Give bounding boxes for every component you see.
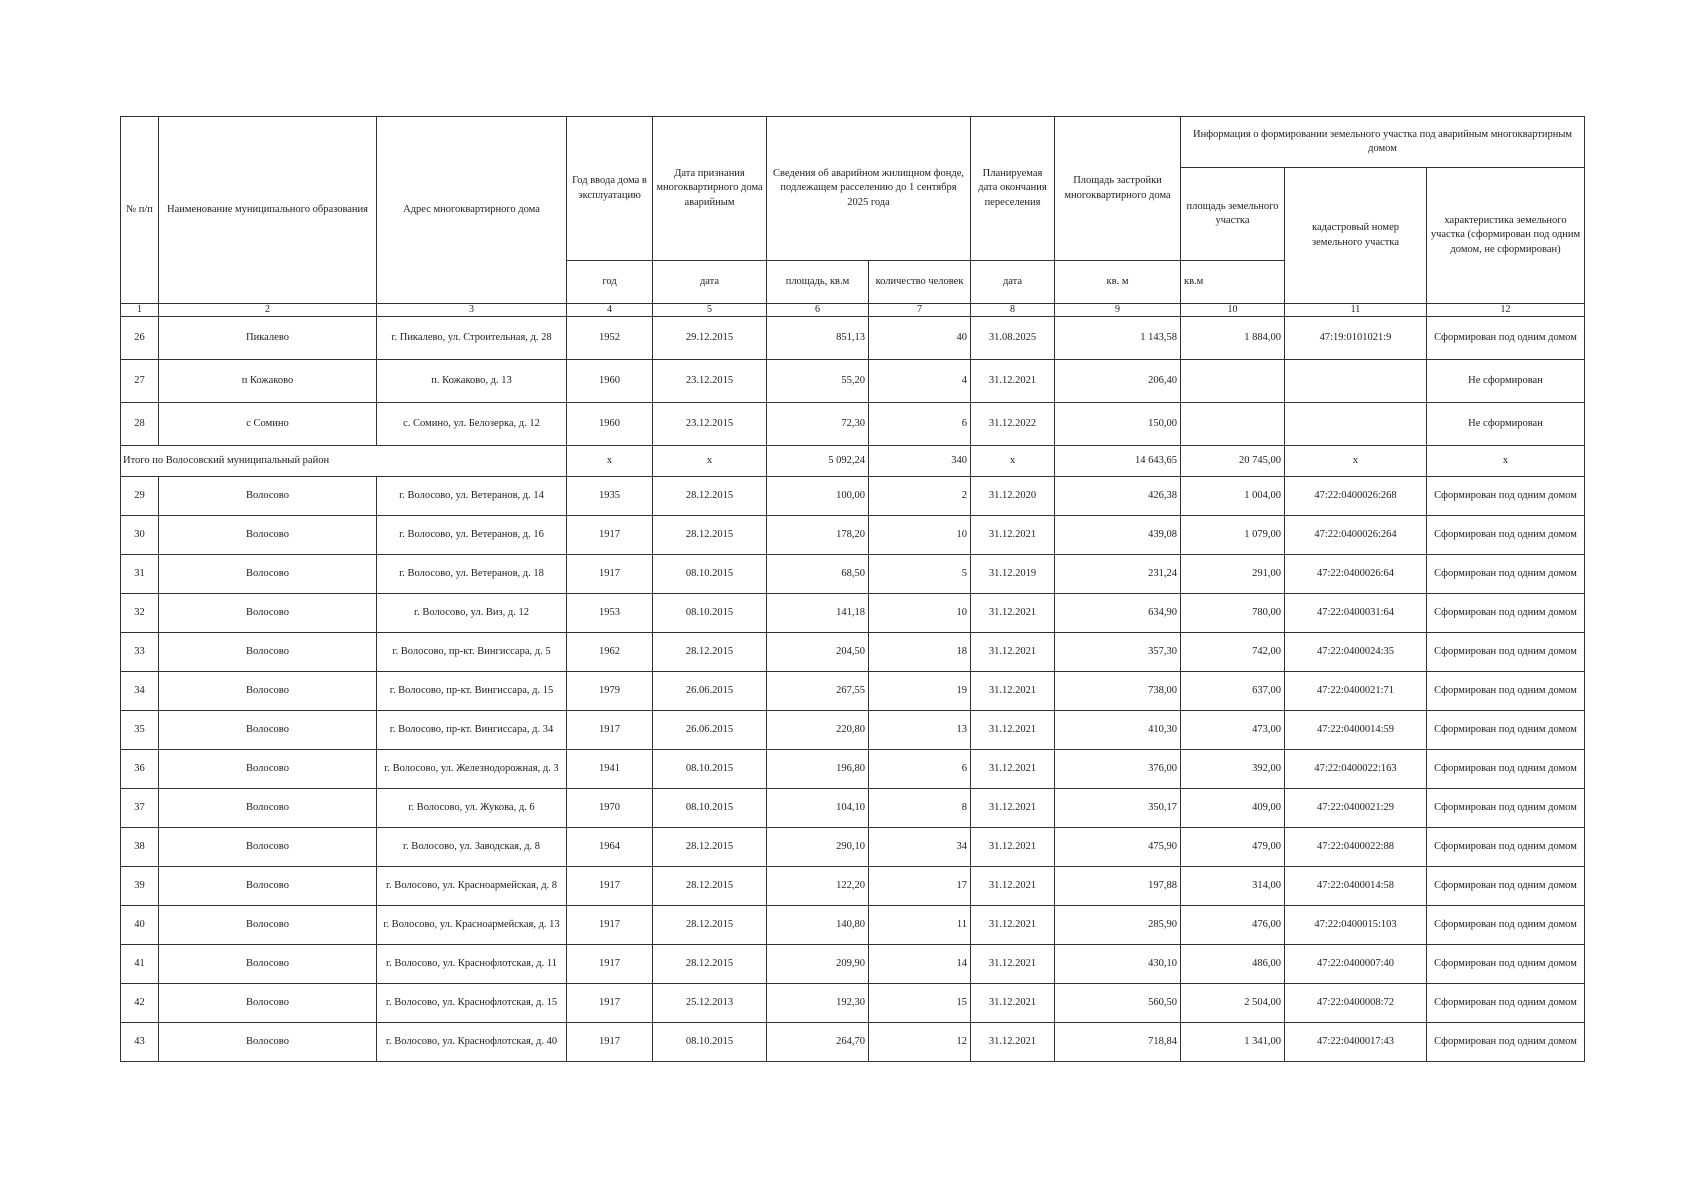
cell-land-area: 637,00 — [1181, 672, 1285, 711]
table-row — [121, 516, 1585, 555]
cell-num: 27 — [121, 360, 159, 403]
cell-land-char: Сформирован под одним домом — [1427, 789, 1585, 828]
cell-land-area: 742,00 — [1181, 633, 1285, 672]
table-row — [121, 477, 1585, 516]
column-number: 3 — [377, 304, 567, 317]
cell-land-char: Сформирован под одним домом — [1427, 984, 1585, 1023]
cell-area: 72,30 — [767, 403, 869, 446]
header-land-area: площадь земельного участка — [1181, 168, 1285, 261]
cell-build-area: 197,88 — [1055, 867, 1181, 906]
table-row — [121, 594, 1585, 633]
cell-cadastral: 47:19:0101021:9 — [1285, 317, 1427, 360]
cell-num: 33 — [121, 633, 159, 672]
cell-land-area: 409,00 — [1181, 789, 1285, 828]
total-year: х — [567, 446, 653, 477]
cell-cadastral — [1285, 403, 1427, 446]
cell-address: г. Волосово, ул. Красноармейская, д. 13 — [377, 906, 567, 945]
cell-municipality: Волосово — [159, 672, 377, 711]
cell-land-area: 473,00 — [1181, 711, 1285, 750]
table-row — [121, 403, 1585, 446]
cell-num: 39 — [121, 867, 159, 906]
cell-plan-date: 31.12.2021 — [971, 945, 1055, 984]
column-number: 4 — [567, 304, 653, 317]
cell-build-area: 475,90 — [1055, 828, 1181, 867]
cell-plan-date: 31.12.2021 — [971, 360, 1055, 403]
unit-build-area: кв. м — [1055, 261, 1181, 304]
table-row — [121, 906, 1585, 945]
cell-date: 26.06.2015 — [653, 711, 767, 750]
cell-plan-date: 31.12.2022 — [971, 403, 1055, 446]
table-row — [121, 750, 1585, 789]
cell-land-area — [1181, 360, 1285, 403]
cell-area: 290,10 — [767, 828, 869, 867]
cell-address: г. Волосово, ул. Железнодорожная, д. 3 — [377, 750, 567, 789]
unit-date: дата — [653, 261, 767, 304]
cell-address: г. Волосово, пр-кт. Вингиссара, д. 5 — [377, 633, 567, 672]
emergency-housing-table — [120, 116, 1585, 1062]
cell-cadastral: 47:22:0400015:103 — [1285, 906, 1427, 945]
total-land-area: 20 745,00 — [1181, 446, 1285, 477]
cell-land-area: 1 079,00 — [1181, 516, 1285, 555]
cell-municipality: Волосово — [159, 945, 377, 984]
total-people: 340 — [869, 446, 971, 477]
cell-num: 43 — [121, 1023, 159, 1062]
cell-area: 204,50 — [767, 633, 869, 672]
cell-land-char: Сформирован под одним домом — [1427, 945, 1585, 984]
cell-build-area: 231,24 — [1055, 555, 1181, 594]
cell-build-area: 206,40 — [1055, 360, 1181, 403]
cell-people: 14 — [869, 945, 971, 984]
cell-municipality: Волосово — [159, 984, 377, 1023]
cell-land-char: Сформирован под одним домом — [1427, 477, 1585, 516]
unit-plan-date: дата — [971, 261, 1055, 304]
header-num: № п/п — [121, 117, 159, 304]
cell-date: 25.12.2013 — [653, 984, 767, 1023]
cell-address: г. Волосово, ул. Жукова, д. 6 — [377, 789, 567, 828]
table-row — [121, 360, 1585, 403]
cell-address: г. Волосово, пр-кт. Вингиссара, д. 34 — [377, 711, 567, 750]
cell-address: г. Волосово, ул. Ветеранов, д. 18 — [377, 555, 567, 594]
cell-address: г. Волосово, ул. Ветеранов, д. 16 — [377, 516, 567, 555]
header-address: Адрес многоквартирного дома — [377, 117, 567, 304]
table-body-volosovo — [121, 477, 1585, 1062]
cell-year: 1941 — [567, 750, 653, 789]
cell-year: 1917 — [567, 945, 653, 984]
cell-land-area: 486,00 — [1181, 945, 1285, 984]
cell-address: г. Волосово, ул. Краснофлотская, д. 15 — [377, 984, 567, 1023]
cell-cadastral: 47:22:0400031:64 — [1285, 594, 1427, 633]
column-number: 2 — [159, 304, 377, 317]
table-row — [121, 867, 1585, 906]
cell-date: 08.10.2015 — [653, 1023, 767, 1062]
cell-area: 141,18 — [767, 594, 869, 633]
cell-year: 1979 — [567, 672, 653, 711]
document-sheet — [120, 116, 1584, 1062]
column-number: 12 — [1427, 304, 1585, 317]
cell-municipality: Волосово — [159, 906, 377, 945]
cell-municipality: Волосово — [159, 594, 377, 633]
cell-plan-date: 31.12.2021 — [971, 867, 1055, 906]
column-number: 1 — [121, 304, 159, 317]
cell-people: 17 — [869, 867, 971, 906]
cell-plan-date: 31.12.2020 — [971, 477, 1055, 516]
table-header — [121, 117, 1585, 317]
cell-land-area: 479,00 — [1181, 828, 1285, 867]
cell-land-area: 476,00 — [1181, 906, 1285, 945]
cell-num: 41 — [121, 945, 159, 984]
table-row — [121, 672, 1585, 711]
header-building-area: Площадь застройки многоквартирного дома — [1055, 117, 1181, 261]
cell-year: 1962 — [567, 633, 653, 672]
cell-area: 196,80 — [767, 750, 869, 789]
cell-num: 42 — [121, 984, 159, 1023]
cell-cadastral: 47:22:0400017:43 — [1285, 1023, 1427, 1062]
cell-date: 26.06.2015 — [653, 672, 767, 711]
cell-land-char: Сформирован под одним домом — [1427, 828, 1585, 867]
cell-date: 28.12.2015 — [653, 633, 767, 672]
cell-municipality: Волосово — [159, 1023, 377, 1062]
cell-plan-date: 31.12.2021 — [971, 828, 1055, 867]
cell-land-char: Сформирован под одним домом — [1427, 633, 1585, 672]
cell-municipality: Волосово — [159, 828, 377, 867]
cell-land-char: Сформирован под одним домом — [1427, 555, 1585, 594]
cell-date: 28.12.2015 — [653, 828, 767, 867]
cell-year: 1964 — [567, 828, 653, 867]
cell-plan-date: 31.12.2021 — [971, 633, 1055, 672]
cell-num: 35 — [121, 711, 159, 750]
cell-build-area: 738,00 — [1055, 672, 1181, 711]
cell-year: 1952 — [567, 317, 653, 360]
cell-year: 1970 — [567, 789, 653, 828]
table-row — [121, 317, 1585, 360]
cell-date: 28.12.2015 — [653, 477, 767, 516]
cell-date: 28.12.2015 — [653, 516, 767, 555]
cell-plan-date: 31.12.2021 — [971, 750, 1055, 789]
unit-area: площадь, кв.м — [767, 261, 869, 304]
table-row — [121, 945, 1585, 984]
cell-address: г. Пикалево, ул. Строительная, д. 28 — [377, 317, 567, 360]
cell-year: 1917 — [567, 867, 653, 906]
cell-people: 10 — [869, 516, 971, 555]
table-row — [121, 984, 1585, 1023]
cell-num: 31 — [121, 555, 159, 594]
cell-date: 08.10.2015 — [653, 750, 767, 789]
header-planned-date: Планируемая дата окончания переселения — [971, 117, 1055, 261]
cell-land-area: 2 504,00 — [1181, 984, 1285, 1023]
cell-plan-date: 31.12.2021 — [971, 906, 1055, 945]
cell-people: 8 — [869, 789, 971, 828]
cell-plan-date: 31.12.2021 — [971, 594, 1055, 633]
cell-cadastral: 47:22:0400026:264 — [1285, 516, 1427, 555]
cell-build-area: 350,17 — [1055, 789, 1181, 828]
column-number: 6 — [767, 304, 869, 317]
cell-cadastral — [1285, 360, 1427, 403]
cell-year: 1960 — [567, 403, 653, 446]
cell-year: 1917 — [567, 555, 653, 594]
cell-build-area: 410,30 — [1055, 711, 1181, 750]
total-cadastral: х — [1285, 446, 1427, 477]
cell-build-area: 376,00 — [1055, 750, 1181, 789]
cell-cadastral: 47:22:0400008:72 — [1285, 984, 1427, 1023]
cell-address: г. Волосово, ул. Красноармейская, д. 8 — [377, 867, 567, 906]
cell-land-char: Сформирован под одним домом — [1427, 672, 1585, 711]
table-row — [121, 789, 1585, 828]
cell-cadastral: 47:22:0400026:268 — [1285, 477, 1427, 516]
column-numbers-row — [121, 304, 1585, 317]
cell-people: 11 — [869, 906, 971, 945]
header-cadastral: кадастровый номер земельного участка — [1285, 168, 1427, 304]
header-date-recognition: Дата признания многоквартирного дома аварийным — [653, 117, 767, 261]
cell-municipality: п Кожаково — [159, 360, 377, 403]
cell-cadastral: 47:22:0400022:88 — [1285, 828, 1427, 867]
cell-land-char: Сформирован под одним домом — [1427, 867, 1585, 906]
total-label: Итого по Волосовский муниципальный район — [121, 446, 567, 477]
unit-people: количество человек — [869, 261, 971, 304]
cell-area: 104,10 — [767, 789, 869, 828]
cell-land-area: 291,00 — [1181, 555, 1285, 594]
cell-date: 29.12.2015 — [653, 317, 767, 360]
cell-cadastral: 47:22:0400021:71 — [1285, 672, 1427, 711]
cell-year: 1917 — [567, 906, 653, 945]
total-area: 5 092,24 — [767, 446, 869, 477]
table-row — [121, 633, 1585, 672]
cell-num: 38 — [121, 828, 159, 867]
unit-year: год — [567, 261, 653, 304]
cell-build-area: 430,10 — [1055, 945, 1181, 984]
cell-address: г. Волосово, ул. Виз, д. 12 — [377, 594, 567, 633]
cell-date: 08.10.2015 — [653, 594, 767, 633]
cell-build-area: 439,08 — [1055, 516, 1181, 555]
cell-year: 1935 — [567, 477, 653, 516]
cell-address: г. Волосово, пр-кт. Вингиссара, д. 15 — [377, 672, 567, 711]
cell-people: 2 — [869, 477, 971, 516]
cell-build-area: 1 143,58 — [1055, 317, 1181, 360]
cell-municipality: Волосово — [159, 750, 377, 789]
total-plan-date: х — [971, 446, 1055, 477]
cell-area: 220,80 — [767, 711, 869, 750]
cell-people: 5 — [869, 555, 971, 594]
table-body — [121, 317, 1585, 477]
cell-date: 23.12.2015 — [653, 360, 767, 403]
cell-plan-date: 31.12.2021 — [971, 789, 1055, 828]
cell-area: 267,55 — [767, 672, 869, 711]
header-emergency-info: Сведения об аварийном жилищном фонде, подлежащем расселению до 1 сентября 2025 года — [767, 117, 971, 261]
cell-plan-date: 31.08.2025 — [971, 317, 1055, 360]
cell-num: 32 — [121, 594, 159, 633]
column-number: 5 — [653, 304, 767, 317]
cell-municipality: Пикалево — [159, 317, 377, 360]
header-land-char: характеристика земельного участка (сформирован под одним домом, не сформирован) — [1427, 168, 1585, 304]
cell-land-area: 780,00 — [1181, 594, 1285, 633]
total-build-area: 14 643,65 — [1055, 446, 1181, 477]
cell-num: 30 — [121, 516, 159, 555]
column-number: 7 — [869, 304, 971, 317]
header-municipality: Наименование муниципального образования — [159, 117, 377, 304]
cell-num: 37 — [121, 789, 159, 828]
cell-municipality: Волосово — [159, 633, 377, 672]
cell-address: г. Волосово, ул. Краснофлотская, д. 40 — [377, 1023, 567, 1062]
cell-municipality: Волосово — [159, 711, 377, 750]
cell-plan-date: 31.12.2019 — [971, 555, 1055, 594]
cell-num: 28 — [121, 403, 159, 446]
cell-area: 55,20 — [767, 360, 869, 403]
cell-cadastral: 47:22:0400021:29 — [1285, 789, 1427, 828]
cell-year: 1917 — [567, 984, 653, 1023]
cell-cadastral: 47:22:0400024:35 — [1285, 633, 1427, 672]
cell-year: 1917 — [567, 711, 653, 750]
cell-cadastral: 47:22:0400014:59 — [1285, 711, 1427, 750]
cell-address: г. Волосово, ул. Заводская, д. 8 — [377, 828, 567, 867]
cell-num: 29 — [121, 477, 159, 516]
cell-area: 68,50 — [767, 555, 869, 594]
cell-plan-date: 31.12.2021 — [971, 516, 1055, 555]
cell-build-area: 426,38 — [1055, 477, 1181, 516]
total-date: х — [653, 446, 767, 477]
cell-year: 1917 — [567, 1023, 653, 1062]
cell-land-area: 1 884,00 — [1181, 317, 1285, 360]
cell-land-char: Сформирован под одним домом — [1427, 516, 1585, 555]
cell-date: 28.12.2015 — [653, 906, 767, 945]
cell-year: 1953 — [567, 594, 653, 633]
cell-area: 209,90 — [767, 945, 869, 984]
unit-land-area: кв.м — [1181, 261, 1285, 304]
cell-date: 23.12.2015 — [653, 403, 767, 446]
cell-people: 34 — [869, 828, 971, 867]
header-land-info: Информация о формировании земельного участка под аварийным многоквартирным домом — [1181, 117, 1585, 168]
column-number: 10 — [1181, 304, 1285, 317]
cell-people: 13 — [869, 711, 971, 750]
total-row — [121, 446, 1585, 477]
cell-cadastral: 47:22:0400026:64 — [1285, 555, 1427, 594]
cell-address: г. Волосово, ул. Ветеранов, д. 14 — [377, 477, 567, 516]
cell-cadastral: 47:22:0400022:163 — [1285, 750, 1427, 789]
cell-people: 6 — [869, 403, 971, 446]
cell-people: 18 — [869, 633, 971, 672]
header-year: Год ввода дома в эксплуатацию — [567, 117, 653, 261]
cell-land-char: Сформирован под одним домом — [1427, 317, 1585, 360]
cell-municipality: Волосово — [159, 516, 377, 555]
cell-build-area: 560,50 — [1055, 984, 1181, 1023]
cell-land-area: 314,00 — [1181, 867, 1285, 906]
cell-land-area: 1 341,00 — [1181, 1023, 1285, 1062]
cell-build-area: 357,30 — [1055, 633, 1181, 672]
cell-num: 34 — [121, 672, 159, 711]
cell-plan-date: 31.12.2021 — [971, 711, 1055, 750]
cell-plan-date: 31.12.2021 — [971, 1023, 1055, 1062]
cell-land-char: Сформирован под одним домом — [1427, 1023, 1585, 1062]
cell-build-area: 634,90 — [1055, 594, 1181, 633]
cell-date: 28.12.2015 — [653, 867, 767, 906]
table-row — [121, 555, 1585, 594]
cell-land-char: Сформирован под одним домом — [1427, 906, 1585, 945]
cell-municipality: Волосово — [159, 867, 377, 906]
cell-land-char: Сформирован под одним домом — [1427, 594, 1585, 633]
cell-land-char: Не сформирован — [1427, 360, 1585, 403]
cell-area: 122,20 — [767, 867, 869, 906]
cell-municipality: Волосово — [159, 555, 377, 594]
cell-area: 140,80 — [767, 906, 869, 945]
cell-municipality: Волосово — [159, 477, 377, 516]
cell-date: 08.10.2015 — [653, 789, 767, 828]
column-number: 8 — [971, 304, 1055, 317]
cell-cadastral: 47:22:0400007:40 — [1285, 945, 1427, 984]
cell-area: 178,20 — [767, 516, 869, 555]
cell-area: 100,00 — [767, 477, 869, 516]
cell-people: 15 — [869, 984, 971, 1023]
cell-people: 12 — [869, 1023, 971, 1062]
cell-land-area: 1 004,00 — [1181, 477, 1285, 516]
cell-date: 28.12.2015 — [653, 945, 767, 984]
cell-land-char: Не сформирован — [1427, 403, 1585, 446]
cell-people: 4 — [869, 360, 971, 403]
cell-municipality: Волосово — [159, 789, 377, 828]
table-row — [121, 711, 1585, 750]
cell-num: 26 — [121, 317, 159, 360]
cell-address: п. Кожаково, д. 13 — [377, 360, 567, 403]
table-row — [121, 828, 1585, 867]
cell-num: 36 — [121, 750, 159, 789]
cell-area: 851,13 — [767, 317, 869, 360]
cell-cadastral: 47:22:0400014:58 — [1285, 867, 1427, 906]
cell-build-area: 285,90 — [1055, 906, 1181, 945]
cell-plan-date: 31.12.2021 — [971, 672, 1055, 711]
column-number: 11 — [1285, 304, 1427, 317]
cell-people: 6 — [869, 750, 971, 789]
total-land-char: х — [1427, 446, 1585, 477]
cell-plan-date: 31.12.2021 — [971, 984, 1055, 1023]
table-row — [121, 1023, 1585, 1062]
cell-address: с. Сомино, ул. Белозерка, д. 12 — [377, 403, 567, 446]
cell-area: 192,30 — [767, 984, 869, 1023]
cell-date: 08.10.2015 — [653, 555, 767, 594]
cell-area: 264,70 — [767, 1023, 869, 1062]
cell-land-area: 392,00 — [1181, 750, 1285, 789]
cell-land-char: Сформирован под одним домом — [1427, 711, 1585, 750]
cell-build-area: 150,00 — [1055, 403, 1181, 446]
cell-people: 10 — [869, 594, 971, 633]
cell-municipality: с Сомино — [159, 403, 377, 446]
cell-year: 1917 — [567, 516, 653, 555]
column-number: 9 — [1055, 304, 1181, 317]
cell-address: г. Волосово, ул. Краснофлотская, д. 11 — [377, 945, 567, 984]
cell-build-area: 718,84 — [1055, 1023, 1181, 1062]
cell-land-area — [1181, 403, 1285, 446]
cell-people: 40 — [869, 317, 971, 360]
cell-land-char: Сформирован под одним домом — [1427, 750, 1585, 789]
cell-num: 40 — [121, 906, 159, 945]
cell-year: 1960 — [567, 360, 653, 403]
cell-people: 19 — [869, 672, 971, 711]
